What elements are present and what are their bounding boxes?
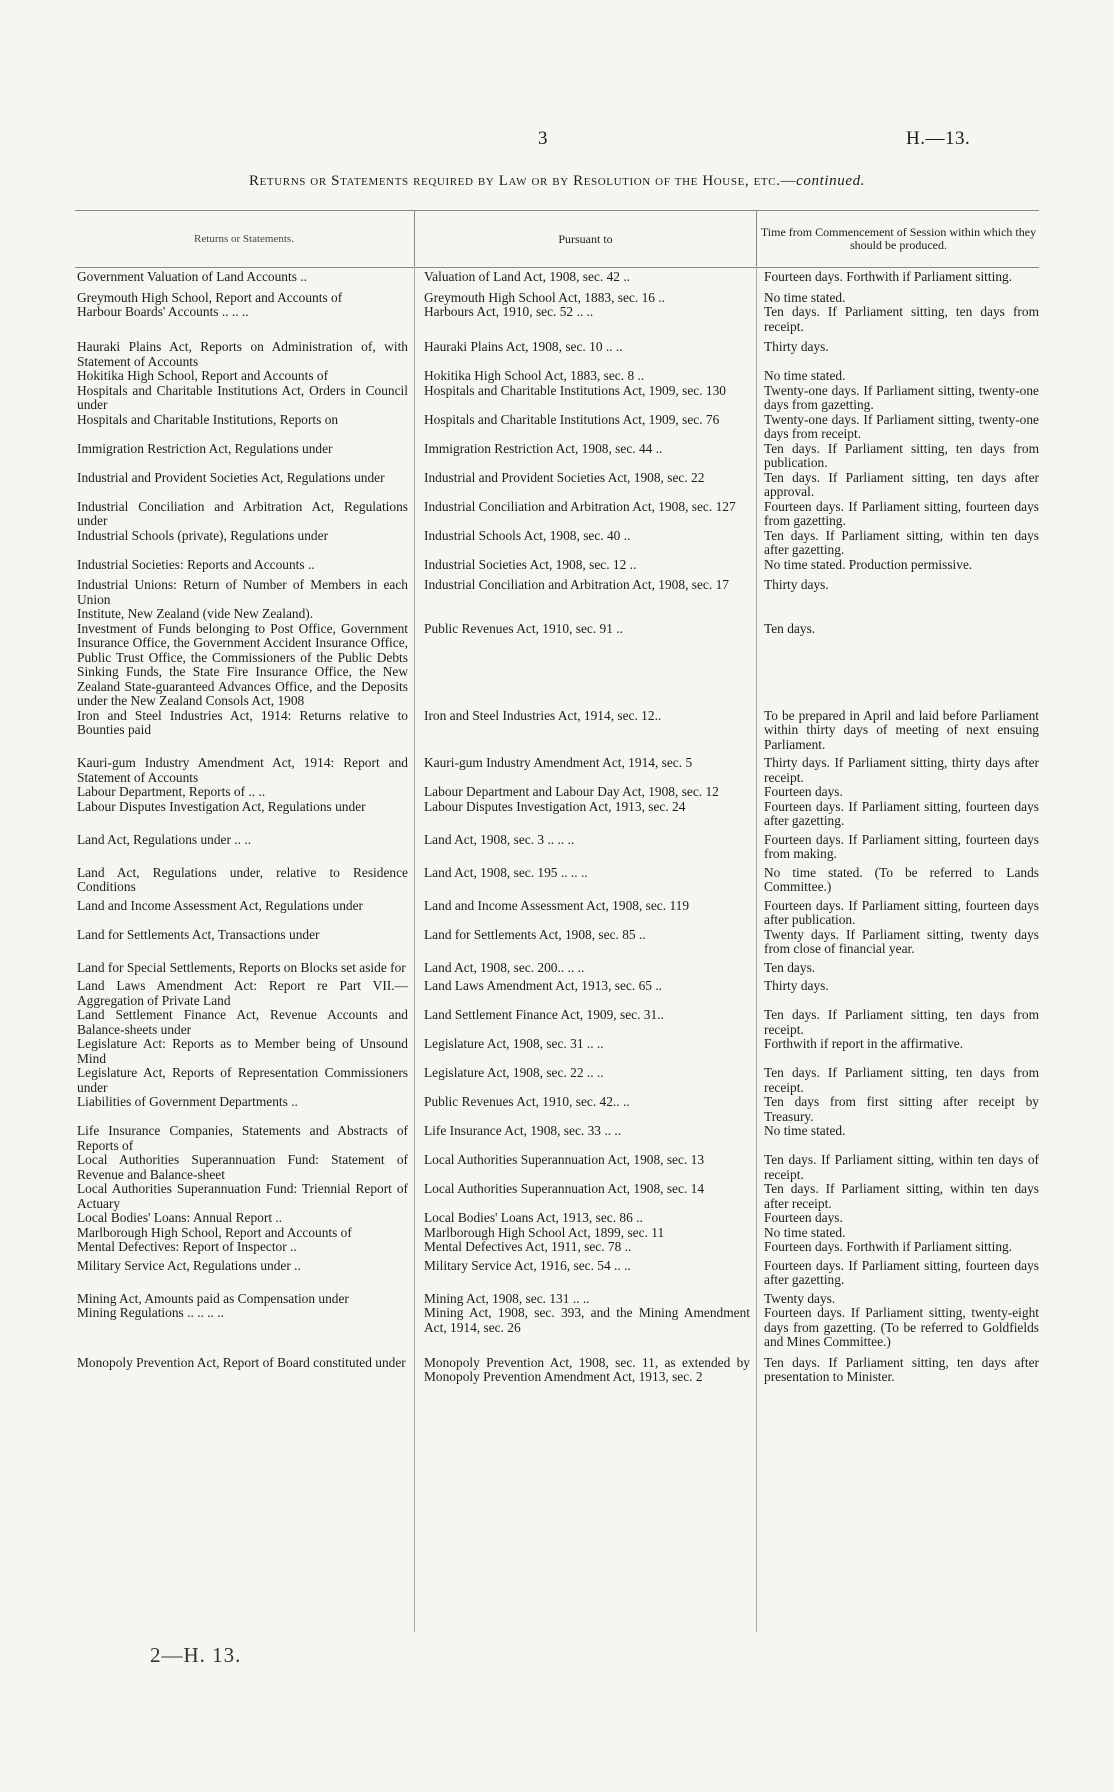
cell-pursuant: Public Revenues Act, 1910, sec. 91 ..	[424, 620, 623, 636]
cell-time: Ten days. If Parliament sitting, ten days from receipt.	[764, 304, 1039, 334]
table-row	[75, 961, 1039, 976]
table-row	[75, 1066, 1039, 1095]
table-row	[75, 622, 1039, 709]
cell-time: Thirty days. If Parliament sitting, thirty days after receipt.	[764, 755, 1039, 785]
table-row	[75, 413, 1039, 442]
table-row	[75, 1153, 1039, 1182]
cell-time: Fourteen days. If Parliament sitting, twenty-eight days from gazetting. (To be referred to Goldfields and Mines Committee.)	[764, 1305, 1039, 1349]
column-header-time: Time from Commencement of Session within which they should be produced.	[756, 211, 1040, 267]
cell-pursuant: Marlborough High School Act, 1899, sec. 11	[424, 1224, 665, 1240]
cell-returns: Life Insurance Companies, Statements and Abstracts of Reports of	[77, 1123, 408, 1153]
cell-pursuant: Industrial Societies Act, 1908, sec. 12 ..	[424, 556, 637, 572]
table-row	[75, 833, 1039, 862]
cell-pursuant	[414, 607, 756, 622]
cell-pursuant: Greymouth High School Act, 1883, sec. 16 ..	[424, 289, 666, 305]
cell-pursuant: Mental Defectives Act, 1911, sec. 78 ..	[424, 1239, 632, 1254]
page-title-suffix: continued.	[796, 173, 866, 189]
cell-time: Fourteen days. If Parliament sitting, fourteen days after gazetting.	[764, 798, 1039, 828]
cell-returns: Legislature Act, Reports of Representation Commissioners under	[77, 1065, 408, 1095]
table-row	[75, 1356, 1039, 1385]
cell-returns: Mining Act, Amounts paid as Compensation under	[77, 1290, 349, 1306]
cell-time: To be prepared in April and laid before Parliament within thirty days of meeting of next ensuing Parliament.	[764, 707, 1039, 752]
cell-time: Ten days. If Parliament sitting, ten days from publication.	[764, 440, 1039, 470]
cell-pursuant: Industrial Conciliation and Arbitration Act, 1908, sec. 127	[424, 498, 736, 514]
cell-pursuant: Local Authorities Superannuation Act, 1908, sec. 14	[424, 1181, 705, 1196]
cell-pursuant: Land Laws Amendment Act, 1913, sec. 65 ..	[424, 978, 663, 993]
cell-returns: Labour Department, Reports of .. ..	[77, 784, 266, 799]
page-title-prefix: Returns or Statements required by Law or by Resolution of the House, etc.—	[248, 173, 797, 189]
table-row	[75, 471, 1039, 500]
cell-returns: Hokitika High School, Report and Accounts of	[77, 368, 329, 383]
cell-returns: Military Service Act, Regulations under ..	[77, 1257, 301, 1273]
cell-returns: Greymouth High School, Report and Accounts of	[77, 289, 343, 305]
cell-returns: Local Bodies' Loans: Annual Report ..	[77, 1210, 283, 1225]
cell-pursuant: Land Act, 1908, sec. 3 .. .. ..	[424, 831, 575, 847]
cell-time: Fourteen days. If Parliament sitting, fourteen days after publication.	[764, 897, 1039, 927]
cell-time: No time stated. Production permissive.	[764, 556, 973, 572]
cell-time: Fourteen days. If Parliament sitting, fourteen days after gazetting.	[764, 1257, 1039, 1287]
table-row	[75, 1124, 1039, 1153]
page-number: 3	[538, 128, 548, 149]
cell-pursuant: Legislature Act, 1908, sec. 22 .. ..	[424, 1065, 604, 1080]
cell-pursuant: Local Authorities Superannuation Act, 1908, sec. 13	[424, 1152, 705, 1167]
cell-pursuant: Immigration Restriction Act, 1908, sec. 44 ..	[424, 440, 663, 456]
cell-time: Ten days. If Parliament sitting, ten days after presentation to Minister.	[764, 1354, 1039, 1384]
cell-time: Twenty days. If Parliament sitting, twenty days from close of financial year.	[764, 926, 1039, 956]
page-title	[75, 173, 1039, 190]
cell-pursuant: Local Bodies' Loans Act, 1913, sec. 86 ..	[424, 1210, 643, 1225]
cell-time: Fourteen days. If Parliament sitting, fourteen days from gazetting.	[764, 498, 1039, 528]
table-row	[75, 1292, 1039, 1307]
cell-returns: Liabilities of Government Departments ..	[77, 1094, 298, 1109]
table-row	[75, 756, 1039, 785]
cell-pursuant: Hospitals and Charitable Institutions Act, 1909, sec. 76	[424, 411, 720, 427]
cell-pursuant: Industrial Conciliation and Arbitration Act, 1908, sec. 17	[424, 577, 729, 592]
cell-pursuant: Hospitals and Charitable Institutions Act, 1909, sec. 130	[424, 382, 726, 398]
cell-returns: Kauri-gum Industry Amendment Act, 1914: Report and Statement of Accounts	[77, 755, 408, 785]
cell-pursuant: Land and Income Assessment Act, 1908, sec. 119	[424, 897, 690, 913]
table-row	[75, 1037, 1039, 1066]
cell-time: Fourteen days. Forthwith if Parliament sitting.	[764, 269, 1013, 284]
cell-time: Thirty days.	[764, 339, 829, 354]
table-row	[75, 369, 1039, 384]
cell-pursuant: Life Insurance Act, 1908, sec. 33 .. ..	[424, 1123, 622, 1138]
cell-time: Ten days. If Parliament sitting, within ten days of receipt.	[764, 1152, 1039, 1182]
cell-returns: Land Act, Regulations under .. ..	[77, 831, 252, 847]
table-row	[75, 1259, 1039, 1288]
cell-returns: Land for Settlements Act, Transactions under	[77, 926, 320, 942]
cell-returns: Labour Disputes Investigation Act, Regulations under	[77, 798, 366, 814]
cell-pursuant: Labour Disputes Investigation Act, 1913, sec. 24	[424, 798, 686, 814]
cell-time: Fourteen days. Forthwith if Parliament sitting.	[764, 1239, 1013, 1254]
cell-pursuant: Land for Settlements Act, 1908, sec. 85 ..	[424, 926, 646, 942]
table-row	[75, 1226, 1039, 1241]
column-header-pursuant: Pursuant to	[414, 211, 756, 267]
table-row	[75, 1211, 1039, 1226]
cell-pursuant: Industrial Schools Act, 1908, sec. 40 ..	[424, 527, 631, 543]
cell-returns: Harbour Boards' Accounts .. .. ..	[77, 304, 249, 319]
table-row	[75, 607, 1039, 622]
table-row	[75, 866, 1039, 895]
cell-time: Ten days. If Parliament sitting, ten days after approval.	[764, 469, 1039, 499]
table-row	[75, 979, 1039, 1008]
cell-time: Twenty-one days. If Parliament sitting, twenty-one days from receipt.	[764, 411, 1039, 441]
table-row	[75, 529, 1039, 558]
returns-table	[75, 270, 1039, 1632]
cell-time: No time stated.	[764, 1224, 846, 1240]
cell-returns: Hospitals and Charitable Institutions Act, Orders in Council under	[77, 382, 408, 412]
cell-time: No time stated.	[764, 368, 846, 383]
cell-time	[756, 607, 1039, 622]
table-row	[75, 442, 1039, 471]
footer-signature: 2—H. 13.	[150, 1643, 242, 1667]
cell-pursuant: Land Act, 1908, sec. 200.. .. ..	[424, 959, 585, 975]
table-row	[75, 305, 1039, 334]
cell-returns: Investment of Funds belonging to Post Office, Government Insurance Office, the Government Accident Insurance Office, Public Trust Office, the Commissioners of the Public Debts Sinking Funds, the State Fire Insurance Office, the New Zealand State-guaranteed Advances Office, and the Deposits under the New Zealand Consols Act, 1908	[77, 620, 408, 708]
cell-pursuant: Land Settlement Finance Act, 1909, sec. 31..	[424, 1007, 664, 1022]
cell-returns: Iron and Steel Industries Act, 1914: Returns relative to Bounties paid	[77, 707, 408, 737]
cell-time: Fourteen days.	[764, 784, 843, 799]
cell-pursuant: Hauraki Plains Act, 1908, sec. 10 .. ..	[424, 339, 623, 354]
table-row	[75, 785, 1039, 800]
cell-returns: Local Authorities Superannuation Fund: Triennial Report of Actuary	[77, 1181, 408, 1211]
cell-returns: Marlborough High School, Report and Accounts of	[77, 1224, 352, 1240]
cell-returns: Land for Special Settlements, Reports on Blocks set aside for	[77, 959, 406, 975]
cell-time: Twenty-one days. If Parliament sitting, twenty-one days from gazetting.	[764, 382, 1039, 412]
cell-time: Thirty days.	[764, 577, 829, 592]
cell-time: Ten days. If Parliament sitting, ten days from receipt.	[764, 1007, 1039, 1037]
table-header	[75, 210, 1039, 268]
table-row	[75, 800, 1039, 829]
column-header-returns: Returns or Statements.	[194, 232, 294, 245]
cell-time: No time stated.	[764, 289, 846, 305]
cell-returns: Land Settlement Finance Act, Revenue Accounts and Balance-sheets under	[77, 1007, 408, 1037]
cell-pursuant: Industrial and Provident Societies Act, 1908, sec. 22	[424, 469, 705, 485]
cell-returns: Institute, New Zealand (vide New Zealand).	[77, 606, 314, 621]
table-row	[75, 340, 1039, 369]
cell-pursuant: Military Service Act, 1916, sec. 54 .. ..	[424, 1257, 631, 1273]
table-row	[75, 384, 1039, 413]
cell-returns: Hauraki Plains Act, Reports on Administration of, with Statement of Accounts	[77, 339, 408, 369]
cell-returns: Mining Regulations .. .. .. ..	[77, 1305, 224, 1320]
cell-returns: Land and Income Assessment Act, Regulations under	[77, 897, 363, 913]
cell-pursuant: Legislature Act, 1908, sec. 31 .. ..	[424, 1036, 604, 1051]
document-reference: H.—13.	[906, 128, 971, 149]
cell-returns: Mental Defectives: Report of Inspector ..	[77, 1239, 297, 1254]
table-row	[75, 899, 1039, 928]
cell-pursuant: Monopoly Prevention Act, 1908, sec. 11, as extended by Monopoly Prevention Amendment Act, 1913, sec. 2	[424, 1354, 750, 1384]
cell-returns: Land Act, Regulations under, relative to Residence Conditions	[77, 864, 408, 894]
table-row	[75, 1240, 1039, 1255]
cell-time: Thirty days.	[764, 978, 829, 993]
cell-pursuant: Harbours Act, 1910, sec. 52 .. ..	[424, 304, 594, 319]
cell-time: Fourteen days.	[764, 1210, 843, 1225]
cell-returns: Hospitals and Charitable Institutions, Reports on	[77, 411, 339, 427]
cell-pursuant: Hokitika High School Act, 1883, sec. 8 ..	[424, 368, 645, 383]
cell-pursuant: Mining Act, 1908, sec. 393, and the Mining Amendment Act, 1914, sec. 26	[424, 1305, 750, 1335]
cell-returns: Government Valuation of Land Accounts ..	[77, 269, 307, 284]
table-row	[75, 1306, 1039, 1350]
cell-returns: Land Laws Amendment Act: Report re Part VII.—Aggregation of Private Land	[77, 978, 408, 1008]
table-row	[75, 558, 1039, 573]
table-row	[75, 928, 1039, 957]
table-row	[75, 1095, 1039, 1124]
cell-pursuant: Valuation of Land Act, 1908, sec. 42 ..	[424, 269, 631, 284]
table-row	[75, 578, 1039, 607]
cell-time: Ten days.	[764, 620, 816, 636]
cell-returns: Industrial and Provident Societies Act, Regulations under	[77, 469, 385, 485]
cell-pursuant: Land Act, 1908, sec. 195 .. .. ..	[424, 864, 588, 880]
cell-time: Ten days from first sitting after receipt by Treasury.	[764, 1094, 1039, 1124]
cell-time: Ten days. If Parliament sitting, within ten days after receipt.	[764, 1181, 1039, 1211]
table-row	[75, 1008, 1039, 1037]
table-row	[75, 709, 1039, 753]
cell-returns: Industrial Societies: Reports and Accounts ..	[77, 556, 315, 572]
cell-pursuant: Mining Act, 1908, sec. 131 .. ..	[424, 1290, 590, 1306]
cell-time: Ten days.	[764, 959, 816, 975]
cell-returns: Industrial Schools (private), Regulations under	[77, 527, 329, 543]
table-row	[75, 291, 1039, 306]
cell-returns: Monopoly Prevention Act, Report of Board constituted under	[77, 1354, 406, 1370]
cell-returns: Industrial Conciliation and Arbitration Act, Regulations under	[77, 498, 408, 528]
cell-pursuant: Iron and Steel Industries Act, 1914, sec. 12..	[424, 707, 662, 723]
cell-returns: Immigration Restriction Act, Regulations under	[77, 440, 333, 456]
cell-time: Ten days. If Parliament sitting, within ten days after gazetting.	[764, 527, 1039, 557]
cell-pursuant: Labour Department and Labour Day Act, 1908, sec. 12	[424, 784, 719, 799]
table-row	[75, 500, 1039, 529]
table-row	[75, 1182, 1039, 1211]
cell-time: Twenty days.	[764, 1290, 836, 1306]
cell-returns: Industrial Unions: Return of Number of Members in each Union	[77, 577, 408, 607]
cell-time: No time stated. (To be referred to Lands Committee.)	[764, 864, 1039, 894]
cell-time: No time stated.	[764, 1123, 846, 1138]
cell-returns: Legislature Act: Reports as to Member being of Unsound Mind	[77, 1036, 408, 1066]
cell-pursuant: Public Revenues Act, 1910, sec. 42.. ..	[424, 1094, 630, 1109]
cell-pursuant: Kauri-gum Industry Amendment Act, 1914, sec. 5	[424, 755, 693, 770]
cell-time: Fourteen days. If Parliament sitting, fourteen days from making.	[764, 831, 1039, 861]
cell-time: Ten days. If Parliament sitting, ten days from receipt.	[764, 1065, 1039, 1095]
cell-returns: Local Authorities Superannuation Fund: Statement of Revenue and Balance-sheet	[77, 1152, 408, 1182]
cell-time: Forthwith if report in the affirmative.	[764, 1036, 964, 1051]
table-row	[75, 270, 1039, 285]
